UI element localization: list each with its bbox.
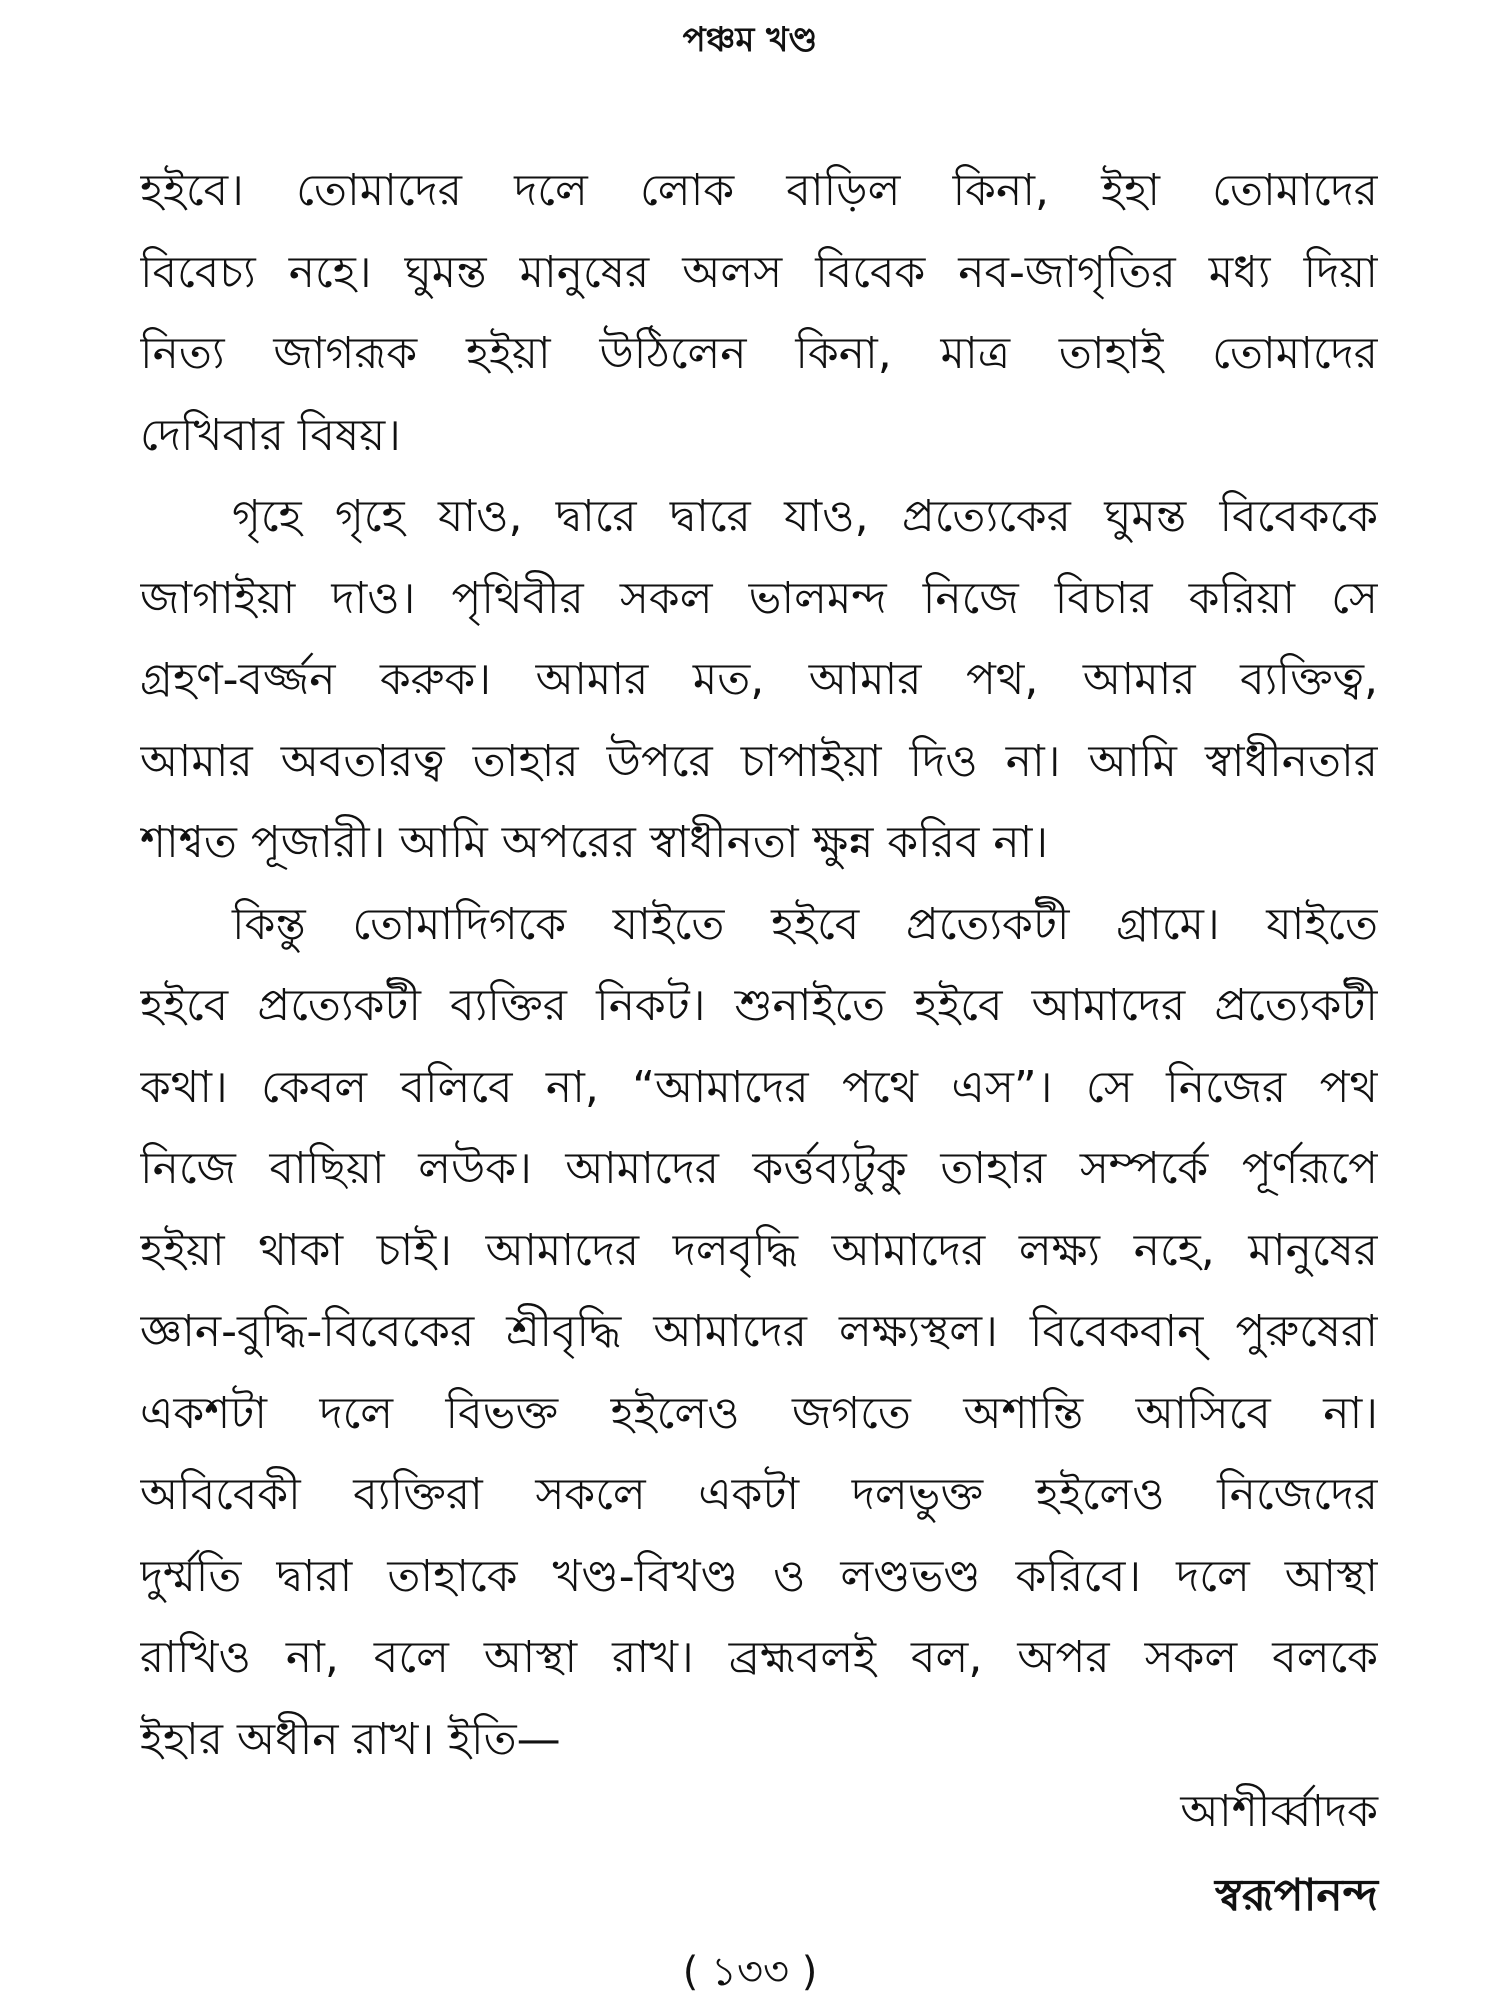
running-head: পঞ্চম খণ্ড xyxy=(682,20,818,60)
text-line: শাশ্বত পূজারী। আমি অপরের স্বাধীনতা ক্ষুন্ন করিব না। xyxy=(140,817,1049,868)
body-text xyxy=(140,150,1378,1780)
signature-closing: আশীর্ব্বাদক xyxy=(1180,1786,1378,1837)
text-line: অবিবেকী ব্যক্তিরা সকলে একটা দলভুক্ত হইলেও নিজেদের xyxy=(140,1469,1378,1520)
text-line: নিজে বাছিয়া লউক। আমাদের কর্ত্তব্যটুকু তাহার সম্পর্কে পূর্ণরূপে xyxy=(140,1143,1378,1194)
text-line: নিত্য জাগরূক হইয়া উঠিলেন কিনা, মাত্র তাহাই তোমাদের xyxy=(140,328,1378,379)
text-line: জ্ঞান-বুদ্ধি-বিবেকের শ্রীবৃদ্ধি আমাদের লক্ষ্যস্থল। বিবেকবান্ পুরুষেরা xyxy=(140,1306,1378,1357)
text-line: জাগাইয়া দাও। পৃথিবীর সকল ভালমন্দ নিজে বিচার করিয়া সে xyxy=(140,572,1378,624)
text-line: হইবে। তোমাদের দলে লোক বাড়িল কিনা, ইহা তোমাদের xyxy=(140,165,1378,216)
text-line: বিবেচ্য নহে। ঘুমন্ত মানুষের অলস বিবেক নব-জাগৃতির মধ্য দিয়া xyxy=(140,246,1378,298)
text-line: হইবে প্রত্যেকটী ব্যক্তির নিকট। শুনাইতে হইবে আমাদের প্রত্যেকটী xyxy=(140,980,1378,1031)
page-number: ( ১৩৩ ) xyxy=(682,1949,818,1995)
text-line: কিন্তু তোমাদিগকে যাইতে হইবে প্রত্যেকটী গ্রামে। যাইতে xyxy=(232,898,1378,950)
text-line: গৃহে গৃহে যাও, দ্বারে দ্বারে যাও, প্রত্যেকের ঘুমন্ত বিবেককে xyxy=(232,491,1378,542)
text-line: রাখিও না, বলে আস্থা রাখ। ব্রহ্মবলই বল, অপর সকল বলকে xyxy=(140,1632,1378,1683)
text-line: কথা। কেবল বলিবে না, “আমাদের পথে এস”। সে নিজের পথ xyxy=(140,1061,1378,1113)
text-line: একশটা দলে বিভক্ত হইলেও জগতে অশান্তি আসিবে না। xyxy=(140,1387,1378,1439)
signature-name: স্বরূপানন্দ xyxy=(1214,1870,1378,1921)
text-line: হইয়া থাকা চাই। আমাদের দলবৃদ্ধি আমাদের লক্ষ্য নহে, মানুষের xyxy=(140,1224,1378,1276)
text-line: গ্রহণ-বর্জ্জন করুক। আমার মত, আমার পথ, আমার ব্যক্তিত্ব, xyxy=(140,654,1378,705)
text-line: দুর্ম্মতি দ্বারা তাহাকে খণ্ড-বিখণ্ড ও লণ্ডভণ্ড করিবে। দলে আস্থা xyxy=(140,1550,1378,1602)
text-line: আমার অবতারত্ব তাহার উপরে চাপাইয়া দিও না। আমি স্বাধীনতার xyxy=(140,735,1378,787)
text-line: দেখিবার বিষয়। xyxy=(140,409,401,461)
text-line: ইহার অধীন রাখ। ইতি— xyxy=(140,1713,561,1765)
